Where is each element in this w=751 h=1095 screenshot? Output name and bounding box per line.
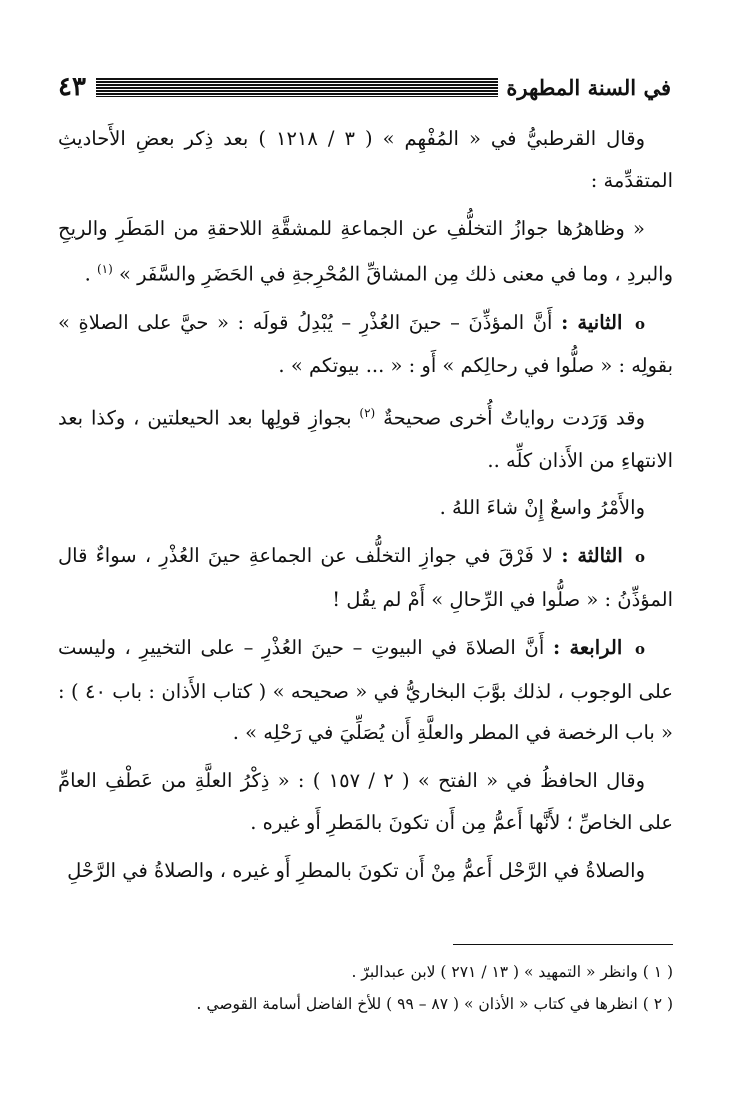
paragraph-end: . <box>84 262 91 286</box>
point-keyword: الثانية : <box>561 310 623 334</box>
footnote: ( ١ ) وانظر « التمهيد » ( ١٣ / ٢٧١ ) لابن عبدالبرّ . <box>351 963 673 981</box>
page-header <box>58 70 671 104</box>
paragraph-text: وقال الحافظُ في « الفتح » ( ٢ / ١٥٧ ) : « ذِكْرُ العلَّةِ من عَطْفِ العامِّ على الخاصِّ ؛ لأَنَّها أَعمُّ مِن أَن تكونَ بالمَطرِ أَو غيره . <box>58 769 673 834</box>
quote-paragraph <box>58 208 673 296</box>
footnote-ref: (١) <box>96 262 113 277</box>
paragraph-text: وقد وَرَدت رواياتٌ أُخرى صحيحةٌ <box>383 406 645 430</box>
header-rule <box>96 78 498 97</box>
page-number: ٤٣ <box>58 72 86 102</box>
paragraph-text: أَنَّ المؤذِّنَ – حينَ العُذْرِ – يُبْدِلُ قولَه : « حيَّ على الصلاةِ » بقولِه : « صلُّوا في رحالِكم » أَو : « ... بيوتكم » . <box>58 310 673 378</box>
point-paragraph <box>58 302 673 388</box>
point-keyword: الرابعة : <box>552 635 623 659</box>
paragraph-text: والصلاةُ في الرَّحْل أَعمُّ مِنْ أَن تكونَ بالمطرِ أَو غيره ، والصلاةُ في الرَّحْلِ <box>67 858 645 882</box>
circle-bullet-icon: o <box>634 314 645 333</box>
paragraph <box>58 393 673 481</box>
footnote-ref: (٢) <box>359 406 376 421</box>
footnote: ( ٢ ) انظرها في كتاب « الأذان » ( ٨٧ – ٩٩ ) للأخ الفاضل أسامة القوصي . <box>196 995 673 1013</box>
footnotes <box>58 956 673 1020</box>
paragraph <box>58 487 673 529</box>
point-paragraph <box>58 535 673 621</box>
paragraph <box>58 850 673 892</box>
paragraph <box>58 118 673 202</box>
running-title: في السنة المطهرة <box>506 74 671 100</box>
circle-bullet-icon: o <box>635 639 646 658</box>
paragraph-text: بجوازِ قولِها بعد الحيعلتين ، وكذا بعد الانتهاءِ من الأَذان كلِّه .. <box>58 406 673 472</box>
footnote-separator <box>453 944 673 945</box>
circle-bullet-icon: o <box>635 548 646 567</box>
paragraph-text: « وظاهرُها جوازُ التخلُّفِ عن الجماعةِ للمشقَّةِ اللاحقةِ من المَطَرِ والريحِ والبردِ ، وما في معنى ذلك مِن المشاقِّ المُحْرِجةِ في الحَضَرِ والسَّفَر » <box>58 216 673 286</box>
paragraph-text: والأَمْرُ واسعٌ إِنْ شاءَ اللهُ . <box>439 496 645 520</box>
paragraph-text: أَنَّ الصلاةَ في البيوتِ – حينَ العُذْرِ – على التخييرِ ، وليست على الوجوب ، لذلك بوَّبَ البخاريُّ في « صحيحه » ( كتاب الأَذان : باب ٤٠ ) : « باب الرخصة في المطر والعلَّةِ أَن يُصَلِّيَ في رَحْلِه » . <box>58 635 674 745</box>
paragraph-text: وقال القرطبيُّ في « المُفْهِم » ( ٣ / ١٢١٨ ) بعد ذِكر بعضِ الأَحاديثِ المتقدِّمة : <box>58 127 673 192</box>
point-keyword: الثالثة : <box>561 544 623 568</box>
point-paragraph <box>58 627 673 754</box>
paragraph <box>58 760 673 844</box>
main-text <box>58 118 673 898</box>
paragraph-text: لا فَرْقَ في جوازِ التخلُّف عن الجماعةِ حينَ العُذْرِ ، سواءٌ قال المؤذِّنُ : « صلُّوا في الرِّحالِ » أَمْ لم يقُل ! <box>58 544 673 611</box>
